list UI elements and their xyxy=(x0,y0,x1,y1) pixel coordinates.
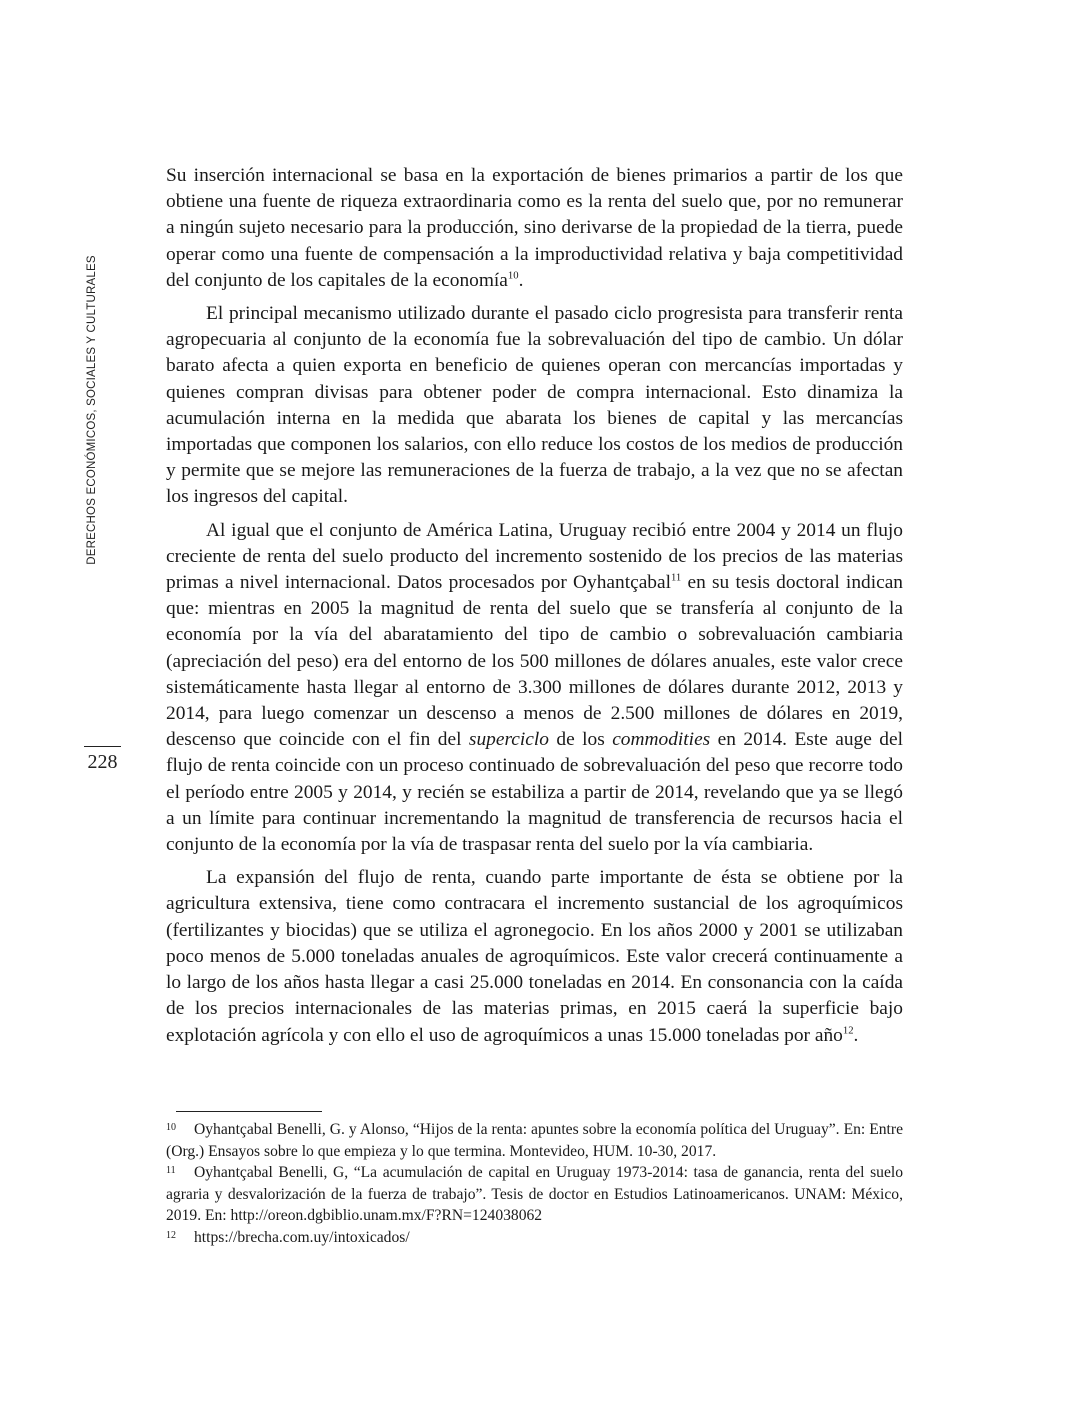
footnote-10 xyxy=(166,1119,903,1162)
footnote-mark: 12 xyxy=(166,1229,176,1241)
body-text xyxy=(166,163,903,1056)
paragraph-1-text: Su inserción internacional se basa en la exportación de bienes primarios a partir de los que obtiene una fuente de riqueza extraordinaria como es la renta del suelo que, por no remunerar a ningún sujeto necesario para la producción, sino derivarse de la propiedad de la tierra, puede operar como una fuente de compensación a la improductividad relativa y baja competitividad del conjunto de los capitales de la economía xyxy=(166,165,903,291)
paragraph-3-part-d: en 2014. Este auge del flujo de renta coincide con un proceso continuado de sobrevaluación del peso que recorre todo el período entre 2005 y 2014, y recién se estabiliza a partir de 2014, revelando que ya se llegó a un límite para continuar incrementando la magnitud de transferencia de recursos hacia el conjunto de la economía por la vía de traspasar renta del suelo por la vía cambiaria. xyxy=(166,729,903,856)
footnote-text: Oyhantçabal Benelli, G. y Alonso, “Hijos de la renta: apuntes sobre la economía política del Uruguay”. En: Entre (Org.) Ensayos sobre lo que empieza y lo que termina. Montevideo, HUM. 10-30, 2017. xyxy=(166,1121,903,1160)
paragraph-2: El principal mecanismo utilizado durante el pasado ciclo progresista para transferir renta agropecuaria al conjunto de la economía fue la sobrevaluación del tipo de cambio. Un dólar barato afecta a quien exporta en beneficio de quienes operan con mercancías importadas y quienes compran divisas para obtener poder de compra internacional. Esto dinamiza la acumulación interna en la medida que abarata los bienes de capital y las mercancías importadas que componen los salarios, con ello reduce los costos de los medios de producción y permite que se mejore las remuneraciones de la fuerza de trabajo, a la vez que no se afectan los ingresos del capital. xyxy=(166,303,903,508)
paragraph-1 xyxy=(166,163,903,294)
footnote-11 xyxy=(166,1162,903,1227)
footnote-mark: 11 xyxy=(166,1165,176,1176)
paragraph-4-end: . xyxy=(853,1024,859,1046)
paragraph-4 xyxy=(166,865,903,1048)
footnote-12 xyxy=(166,1227,903,1249)
paragraph-3-part-a: Al igual que el conjunto de América Latina, Uruguay recibió entre 2004 y 2014 un flujo creciente de renta del suelo producto del incremento sostenido de los precios de las materias primas a nivel internacional. Datos procesados por Oyhantçabal xyxy=(166,519,903,594)
emphasis-superciclo: superciclo xyxy=(468,729,549,751)
paragraph-3-part-b: en su tesis doctoral indican que: mientras en 2005 la magnitud de renta del suelo que se transfería al conjunto de la economía por la vía del abaratamiento del tipo de cambio o sobrevaluación cambiaria (apreciación del peso) era del entorno de los 500 millones de dólares anuales, este valor crece sistemáticamente hasta llegar al entorno de 3.300 millones de dólares durante 2012, 2013 y 2014, para luego comenzar un descenso a menos de 2.500 millones de dólares en 2019, descenso que coincide con el fin del xyxy=(166,572,903,751)
footnote-ref-12[interactable]: 12 xyxy=(842,1024,854,1037)
footnotes xyxy=(166,1119,903,1248)
running-header: DERECHOS ECONÓMICOS, SOCIALES Y CULTURALES xyxy=(86,255,98,565)
paragraph-3 xyxy=(166,518,903,859)
paragraph-3-part-c: de los xyxy=(548,729,613,751)
paragraph-4-text: La expansión del flujo de renta, cuando parte importante de ésta se obtiene por la agricultura extensiva, tiene como contracara el incremento sustancial de los agroquímicos (fertilizantes y biocidas) que se utiliza el agronegocio. En los años 2000 y 2001 se utilizaban poco menos de 5.000 toneladas anuales de agroquímicos. Este valor crecerá continuamente a lo largo de los años hasta llegar a casi 25.000 toneladas en 2014. En consonancia con la caída de los precios internacionales de las materias primas, en 2015 caerá la superficie bajo explotación agrícola y con ello el uso de agroquímicos a unas 15.000 toneladas por año xyxy=(166,867,903,1046)
emphasis-commodities: commodities xyxy=(612,729,711,751)
footnote-ref-11[interactable]: 11 xyxy=(671,571,682,584)
footnote-ref-10[interactable]: 10 xyxy=(507,269,519,282)
page-number: 228 xyxy=(87,751,118,773)
paragraph-1-end: . xyxy=(518,269,524,291)
footnote-mark: 10 xyxy=(166,1122,176,1133)
page-number-rule xyxy=(84,746,121,747)
footnote-separator xyxy=(176,1111,322,1112)
footnote-link[interactable]: https://brecha.com.uy/intoxicados/ xyxy=(194,1228,410,1246)
footnote-text: Oyhantçabal Benelli, G, “La acumulación de capital en Uruguay 1973-2014: tasa de ganancia, renta del suelo agraria y desvalorización de la fuerza de trabajo”. Tesis de doctor en Estudios Latinoamericanos. UNAM: México, 2019. En: http://oreon.dgbiblio.unam.mx/F?RN=124038062 xyxy=(166,1164,903,1224)
